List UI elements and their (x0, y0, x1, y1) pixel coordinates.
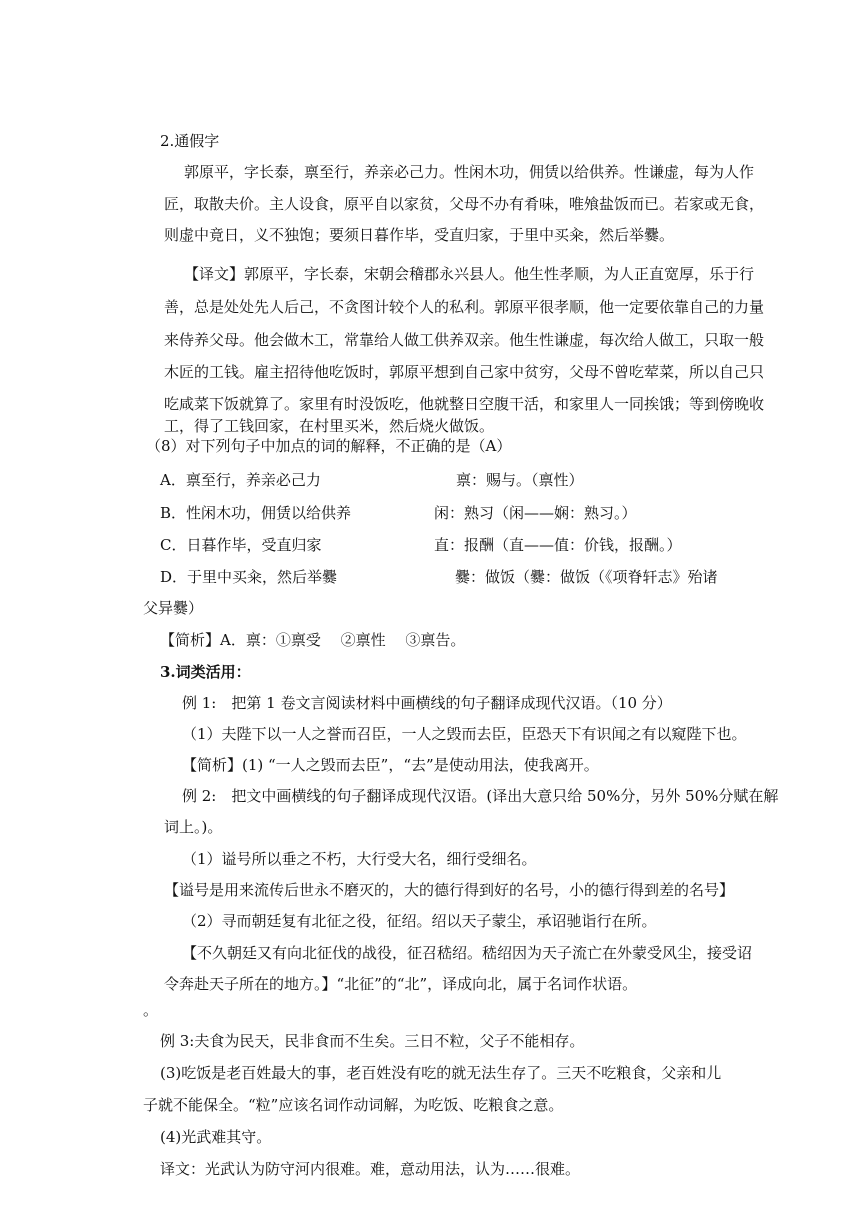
example-2-answer-2-continued: 令奔赴天子所在的地方。】“北征”的“北”，译成向北，属于名词作状语。 (164, 975, 638, 993)
example-3: 例 3:夫食为民天，民非食而不生矣。三日不粒，父子不能相存。 (160, 1032, 585, 1050)
passage-line: 匠，取散夫价。主人设食，原平自以家贫，父母不办有肴味，唯飧盐饭而已。若家或无食， (164, 195, 765, 213)
section-heading-cilei: 3.词类活用： (160, 663, 251, 681)
section-heading-tongjiazi: 2.通假字 (160, 132, 220, 150)
example-2-answer-2: 【不久朝廷又有向北征伐的战役，征召嵇绍。嵇绍因为天子流亡在外蒙受风尘，接受诏 (182, 944, 753, 962)
passage-line: 则虚中竟日，义不独饱；要须日暮作毕，受直归家，于里中买籴，然后举爨。 (164, 226, 675, 244)
option-c: C．日暮作毕，受直归家 (160, 536, 322, 554)
option-d-note: 爨：做饭（爨：做饭（《项脊轩志》殆诸 (455, 568, 718, 586)
translation-line: 善，总是处处先人后己，不贪图计较个人的私利。郭原平很孝顺，他一定要依靠自己的力量 (164, 298, 765, 316)
option-d-note-continued: 父异爨） (143, 599, 204, 617)
translation-line: 来侍养父母。他会做木工，常靠给人做工供养双亲。他生性谦虚，每次给人做工，只取一般 (164, 331, 765, 349)
example-2-question-2: （2）寻而朝廷复有北征之役，征绍。绍以天子蒙尘，承诏驰诣行在所。 (182, 912, 657, 930)
example-2-question-1: （1）谥号所以垂之不朽，大行受大名，细行受细名。 (182, 850, 537, 868)
example-1: 例 1: 把第 1 卷文言阅读材料中画横线的句子翻译成现代汉语。（10 分） (182, 694, 672, 712)
example-2-continued: 词上。)。 (164, 818, 223, 836)
translation-line: 木匠的工钱。雇主招待他吃饭时，郭原平想到自己家中贫穷，父母不曾吃荤菜，所以自己只 (164, 363, 765, 381)
example-3-answer-continued: 子就不能保全。“粒”应该名词作动词解，为吃饭、吃粮食之意。 (143, 1096, 564, 1114)
translation-line: 吃咸菜下饭就算了。家里有时没饭吃，他就整日空腹干活，和家里人一同挨饿；等到傍晚收 (164, 395, 765, 413)
option-a: A．禀至行，养亲必己力 (160, 471, 321, 489)
example-2-answer-1: 【谥号是用来流传后世永不磨灭的，大的德行得到好的名号，小的德行得到差的名号】 (164, 881, 735, 899)
example-4-translation: 译文：光武认为防守河内很难。难，意动用法，认为……很难。 (160, 1160, 581, 1178)
question-8: （8）对下列句子中加点的词的解释，不正确的是（A） (146, 437, 512, 455)
example-1-analysis: 【简析】(1) “一人之毁而去臣”，“去”是使动用法，使我离开。 (182, 756, 599, 774)
example-4: (4)光武难其守。 (160, 1128, 272, 1146)
analysis-8: 【简析】A．禀：①禀受 ②禀性 ③禀告。 (160, 631, 466, 649)
option-a-note: 禀：赐与。（禀性） (456, 471, 584, 489)
option-d: D．于里中买籴，然后举爨 (160, 568, 338, 586)
translation-line: 【译文】郭原平，字长泰，宋朝会稽郡永兴县人。他生性孝顺，为人正直宽厚，乐于行 (184, 265, 755, 283)
translation-line: 工，得了工钱回家，在村里买米，然后烧火做饭。 (164, 417, 495, 435)
example-1-question: （1）夫陛下以一人之誉而召臣，一人之毁而去臣，臣恐天下有识闻之有以窥陛下也。 (182, 725, 747, 743)
example-2: 例 2: 把文中画横线的句子翻译成现代汉语。(译出大意只给 50%分，另外 50%分赋在解 (182, 787, 779, 805)
stray-period: 。 (143, 1001, 159, 1019)
option-b: B．性闲木功，佣赁以给供养 (160, 504, 352, 522)
example-3-answer: (3)吃饭是老百姓最大的事，老百姓没有吃的就无法生存了。三天不吃粮食，父亲和儿 (160, 1064, 722, 1082)
option-b-note: 闲：熟习（闲——娴：熟习。） (434, 504, 637, 522)
passage-line: 郭原平，字长泰，禀至行，养亲必己力。性闲木功，佣赁以给供养。性谦虚，每为人作 (184, 163, 755, 181)
option-c-note: 直：报酬（直——值：价钱，报酬。） (434, 536, 682, 554)
